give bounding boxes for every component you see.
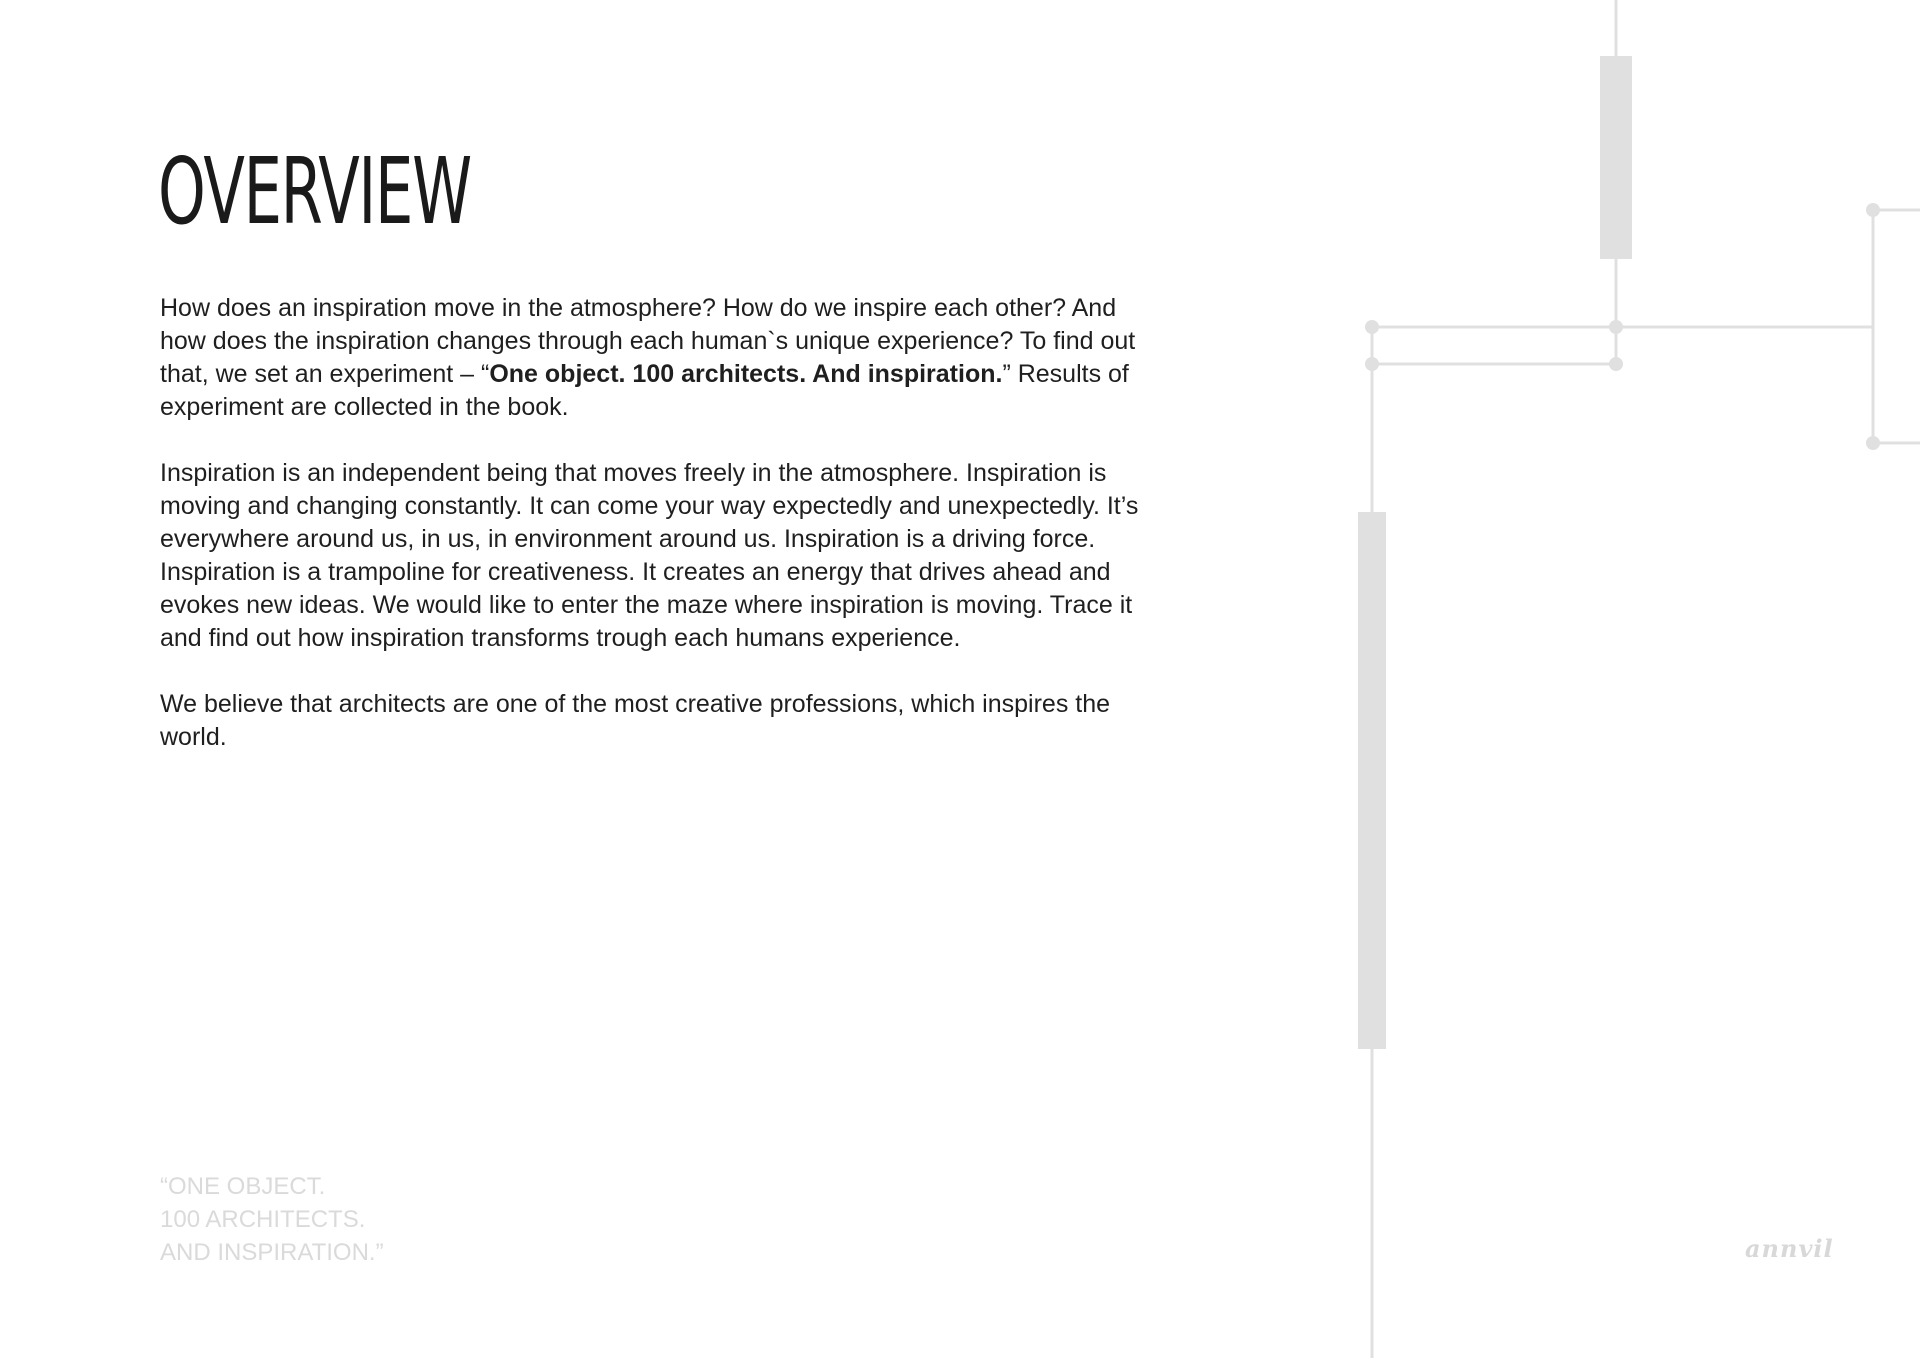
paragraph-intro bbox=[160, 292, 1160, 424]
intro-bold-phrase: One object. 100 architects. And inspiration. bbox=[489, 360, 1003, 388]
paragraph-architects: We believe that architects are one of the most creative professions, which inspires the world. bbox=[160, 690, 1111, 751]
paragraph-inspiration: Inspiration is an independent being that moves freely in the atmosphere. Inspiration is moving and changing constantly. It can come your way expectedly and unexpectedly. It’s everywhere around us, in us, in environment around us. Inspiration is a driving force. Inspiration is a trampoline for creativeness. It creates an energy that drives ahead and evokes new ideas. We would like to enter the maze where inspiration is moving. Trace it and find out how inspiration transforms trough each humans experience. bbox=[160, 459, 1139, 652]
maze-node bbox=[1866, 436, 1880, 450]
brand-logo: annvil bbox=[1745, 1234, 1834, 1263]
page-title: OVERVIEW bbox=[158, 138, 471, 245]
motto-line: 100 ARCHITECTS. bbox=[160, 1206, 366, 1233]
motto bbox=[160, 1170, 384, 1269]
motto-line: AND INSPIRATION.” bbox=[160, 1239, 384, 1266]
maze-node bbox=[1365, 320, 1379, 334]
intro-text-after: ” Results of experiment are collected in the book. bbox=[160, 360, 1129, 421]
maze-node bbox=[1609, 357, 1623, 371]
body-text bbox=[160, 292, 1160, 787]
intro-text-before: How does an inspiration move in the atmosphere? How do we inspire each other? And how does the inspiration changes through each human`s unique experience? To find out that, we set an experiment – “ bbox=[160, 294, 1136, 388]
maze-node bbox=[1365, 357, 1379, 371]
motto-line: “ONE OBJECT. bbox=[160, 1173, 326, 1200]
maze-node bbox=[1866, 203, 1880, 217]
maze-node bbox=[1609, 320, 1623, 334]
